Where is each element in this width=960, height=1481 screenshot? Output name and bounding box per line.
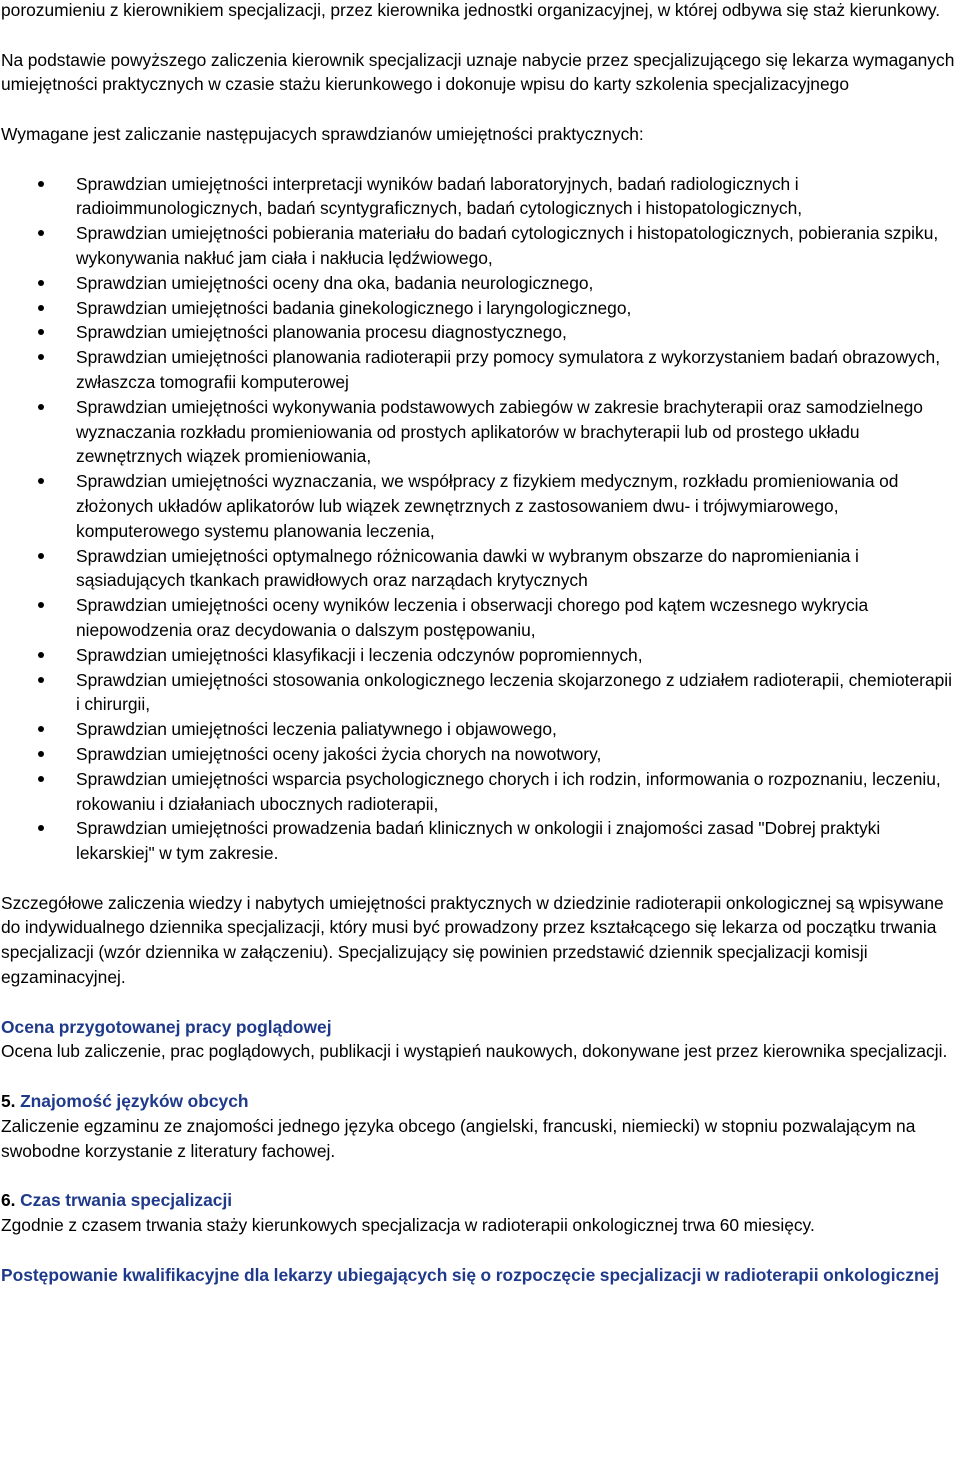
bullet-icon [38, 825, 44, 831]
list-item-text: Sprawdzian umiejętności oceny wyników leczenia i obserwacji chorego pod kątem wczesnego wykrycia niepowodzenia oraz decydowania o dalszym postępowaniu, [76, 595, 869, 640]
list-item-text: Sprawdzian umiejętności stosowania onkologicznego leczenia skojarzonego z udziałem radioterapii, chemioterapii i chirurgii, [76, 669, 953, 715]
bullet-icon [38, 230, 44, 236]
required-tests-intro: Wymagane jest zaliczanie następujacych sprawdzianów umiejętności praktycznych: [1, 123, 644, 144]
details-paragraph: Szczegółowe zaliczenia wiedzy i nabytych umiejętności praktycznych w dziedzinie radioterapii onkologicznej są wpisywane do indywidualnego dziennika specjalizacji, który musi być prowadzony przez kształcącego się lekarza od początku trwania specjalizacji (wzór dziennika w załączeniu). Specjalizujący się powinien przedstawić dziennik specjalizacji komisji egzaminacyjnej. [1, 892, 944, 988]
review-heading: Ocena przygotowanej pracy poglądowej [1, 1016, 332, 1037]
bullet-icon [38, 280, 44, 286]
list-item [0, 395, 960, 469]
list-item-text: Sprawdzian umiejętności prowadzenia badań klinicznych w onkologii i znajomości zasad "Dobrej praktyki lekarskiej" w tym zakresie. [76, 818, 881, 864]
list-item-text: Sprawdzian umiejętności planowania radioterapii przy pomocy symulatora z wykorzystaniem badań obrazowych, zwłaszcza tomografii komputerowej [76, 347, 941, 392]
list-item [0, 767, 960, 817]
bullet-icon [38, 652, 44, 658]
list-item [0, 816, 960, 866]
bullet-icon [38, 751, 44, 757]
list-item-text: Sprawdzian umiejętności oceny dna oka, badania neurologicznego, [76, 272, 594, 293]
section-title: Znajomość języków obcych [20, 1091, 249, 1112]
list-item-text: Sprawdzian umiejętności leczenia paliatywnego i objawowego, [76, 719, 557, 740]
duration-heading [0, 1188, 960, 1213]
list-item [0, 742, 960, 767]
intro-tail-paragraph: porozumieniu z kierownikiem specjalizacji, przez kierownika jednostki organizacyjnej, w której odbywa się staż kierunkowy. [1, 0, 941, 20]
languages-heading [0, 1089, 960, 1114]
list-item-text: Sprawdzian umiejętności klasyfikacji i leczenia odczynów popromiennych, [76, 644, 643, 665]
list-item-text: Sprawdzian umiejętności wykonywania podstawowych zabiegów w zakresie brachyterapii oraz samodzielnego wyznaczania rozkładu promieniowania od prostych aplikatorów w brachyterapii lub od prostego układu zewnętrznych wiązek promieniowania, [76, 396, 923, 467]
list-item [0, 172, 960, 222]
bullet-icon [38, 677, 44, 683]
bullet-icon [38, 404, 44, 410]
list-item [0, 717, 960, 742]
bullet-icon [38, 305, 44, 311]
list-item [0, 296, 960, 321]
list-item [0, 221, 960, 271]
list-item-text: Sprawdzian umiejętności badania ginekologicznego i laryngologicznego, [76, 297, 632, 318]
list-item-text: Sprawdzian umiejętności interpretacji wyników badań laboratoryjnych, badań radiologicznych i radioimmunologicznych, badań scyntygraficznych, badań cytologicznych i histopatologicznych, [76, 173, 803, 219]
bullet-icon [38, 776, 44, 782]
bullet-icon [38, 329, 44, 335]
section-number: 5. [1, 1091, 16, 1112]
practical-tests-list [0, 172, 960, 866]
list-item-text: Sprawdzian umiejętności optymalnego różnicowania dawki w wybranym obszarze do napromieniania i sąsiadujących tkankach prawidłowych oraz narządach krytycznych [76, 545, 859, 591]
list-item-text: Sprawdzian umiejętności wyznaczania, we współpracy z fizykiem medycznym, rozkładu promieniowania od złożonych układów aplikatorów lub wiązek zewnętrznych z zastosowaniem dwu- i trójwymiarowego, komputerowego systemu planowania leczenia, [76, 471, 899, 541]
duration-body: Zgodnie z czasem trwania staży kierunkowych specjalizacja w radioterapii onkologicznej trwa 60 miesięcy. [1, 1215, 815, 1236]
languages-body: Zaliczenie egzaminu ze znajomości jednego języka obcego (angielski, francuski, niemiecki) w stopniu pozwalającym na swobodne korzystanie z literatury fachowej. [1, 1115, 916, 1161]
bullet-icon [38, 181, 44, 187]
list-item-text: Sprawdzian umiejętności wsparcia psychologicznego chorych i ich rodzin, informowania o rozpoznaniu, leczeniu, rokowaniu i działaniach ubocznych radioterapii, [76, 768, 941, 814]
bullet-icon [38, 553, 44, 559]
list-item [0, 593, 960, 643]
list-item-text: Sprawdzian umiejętności pobierania materiału do badań cytologicznych i histopatologicznych, pobierania szpiku, wykonywania nakłuć jam ciała i nakłucia lędźwiowego, [76, 223, 939, 268]
list-item [0, 469, 960, 543]
list-item [0, 345, 960, 395]
list-item-text: Sprawdzian umiejętności oceny jakości życia chorych na nowotwory, [76, 743, 602, 764]
section-number: 6. [1, 1190, 16, 1211]
review-body: Ocena lub zaliczenie, prac poglądowych, publikacji i wystąpień naukowych, dokonywane jest przez kierownika specjalizacji. [1, 1041, 948, 1062]
bullet-icon [38, 478, 44, 484]
bullet-icon [38, 602, 44, 608]
list-item [0, 320, 960, 345]
list-item [0, 544, 960, 594]
recognition-paragraph: Na podstawie powyższego zaliczenia kierownik specjalizacji uznaje nabycie przez specjalizującego się lekarza wymaganych umiejętności praktycznych w czasie stażu kierunkowego i dokonuje wpisu do karty szkolenia specjalizacyjnego [1, 49, 955, 95]
section-title: Czas trwania specjalizacji [20, 1190, 233, 1211]
list-item [0, 643, 960, 668]
list-item [0, 271, 960, 296]
bullet-icon [38, 354, 44, 360]
list-item [0, 668, 960, 718]
bullet-icon [38, 726, 44, 732]
list-item-text: Sprawdzian umiejętności planowania procesu diagnostycznego, [76, 322, 567, 343]
qualification-heading: Postępowanie kwalifikacyjne dla lekarzy ubiegających się o rozpoczęcie specjalizacji w radioterapii onkologicznej [1, 1264, 940, 1285]
